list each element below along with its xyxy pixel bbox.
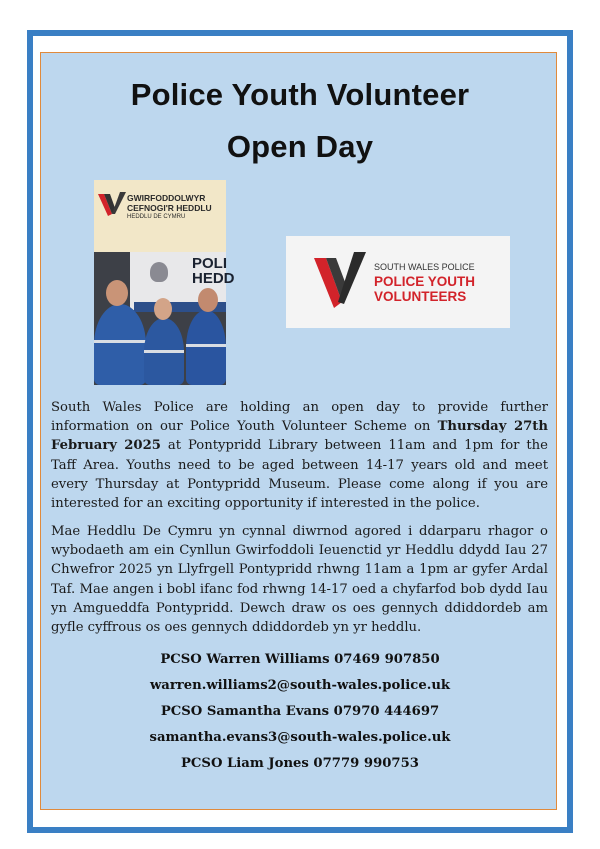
- volunteer-3-head: [198, 288, 218, 312]
- contact-liam-jones: PCSO Liam Jones 07779 990753: [181, 756, 419, 771]
- english-paragraph-part-1: South Wales Police are holding an open day to provide further information on our Police Youth Volunteer Scheme on: [51, 400, 548, 435]
- contact-email-warren[interactable]: warren.williams2@south-wales.police.uk: [149, 678, 451, 693]
- hi-vis-stripe: [144, 350, 184, 353]
- english-paragraph-part-2: at Pontypridd Library between 11am and 1pm for the Taff Area. Youths need to be aged between 14-17 years old and meet every Thursday at Pontypridd Museum. Please come along if you are interested for an exciting opportunity if interested in the police.: [51, 438, 548, 512]
- volunteer-1: [94, 304, 146, 385]
- event-date: Thursday 27th February 2025: [51, 419, 548, 454]
- photo-banner-line-2: CEFNOGI'R HEDDLU: [127, 203, 212, 213]
- hi-vis-stripe: [186, 344, 226, 347]
- photo-wall-text: POLI HEDD: [192, 255, 235, 287]
- photo-banner-line-1: GWIRFODDOLWYR: [127, 193, 206, 203]
- volunteer-3: [186, 310, 226, 385]
- logo-line-2: POLICE YOUTH: [374, 274, 476, 289]
- volunteer-2-head: [154, 298, 172, 320]
- v-logo-icon: [314, 252, 366, 310]
- v-logo-icon: [98, 192, 126, 218]
- english-paragraph: [51, 398, 548, 513]
- contact-email-samantha[interactable]: samantha.evans3@south-wales.police.uk: [149, 730, 451, 745]
- volunteers-photo: [94, 180, 235, 385]
- logo-line-3: VOLUNTEERS: [374, 289, 467, 304]
- south-wales-police-youth-volunteers-logo: [286, 236, 510, 328]
- contact-warren-williams: PCSO Warren Williams 07469 907850: [160, 652, 440, 667]
- welsh-paragraph: Mae Heddlu De Cymru yn cynnal diwrnod agored i ddarparu rhagor o wybodaeth am ein Cynllun Gwirfoddoli Ieuenctid yr Heddlu ddydd Iau 27 Chwefror 2025 yn Llyfrgell Pontypridd rhwng 11am a 1pm ar gyfer Ardal Taf. Mae angen i bobl ifanc fod rhwng 14-17 oed a chyfarfod bob dydd Iau yn Amgueddfa Pontypridd. Dewch draw os oes gennych ddiddordeb am gyfle cyffrous os oes gennych ddiddordeb yn yr heddlu.: [51, 524, 548, 636]
- poster-title-line-1: Police Youth Volunteer: [130, 77, 470, 112]
- poster-title-line-2: Open Day: [226, 129, 374, 164]
- police-crest-icon: [150, 262, 168, 282]
- logo-line-1: SOUTH WALES POLICE: [374, 262, 475, 272]
- photo-banner-line-3: HEDDLU DE CYMRU: [127, 214, 186, 220]
- contact-samantha-evans: PCSO Samantha Evans 07970 444697: [160, 704, 440, 719]
- volunteer-1-head: [106, 280, 128, 306]
- hi-vis-stripe: [94, 340, 146, 343]
